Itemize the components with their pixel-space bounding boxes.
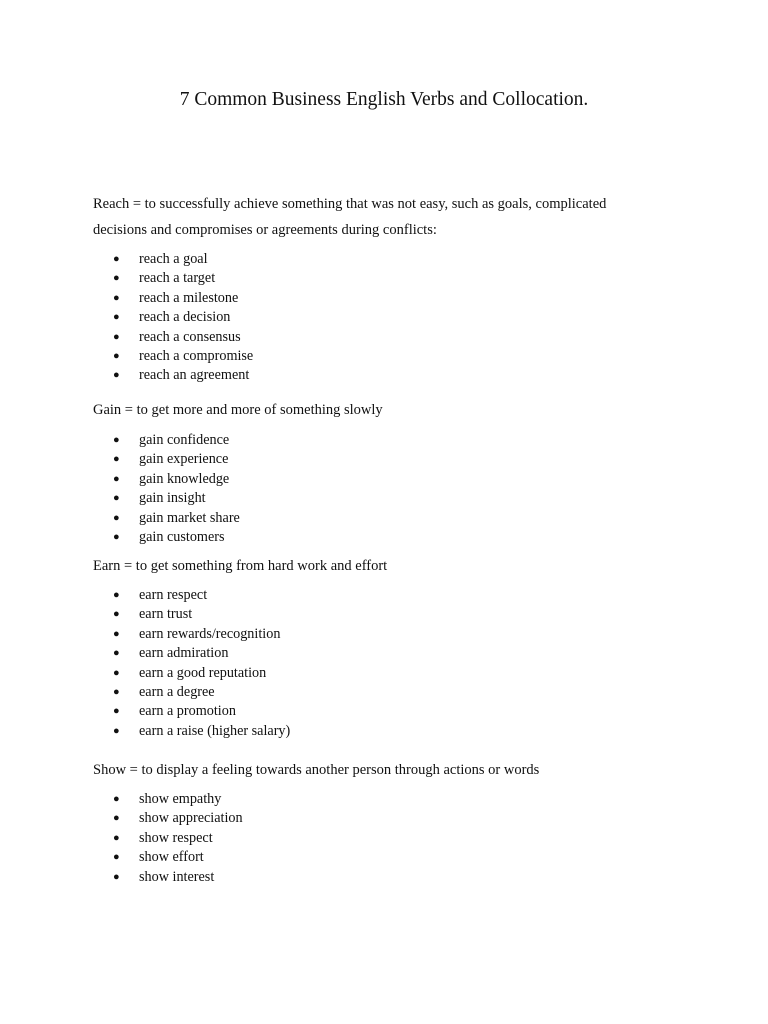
list-item-text: reach an agreement <box>139 367 250 384</box>
section-intro-reach: Reach = to successfully achieve something that was not easy, such as goals, complicated decisions and compromises or agreements during conflicts: <box>93 196 607 238</box>
list-item-text: reach a decision <box>139 309 231 326</box>
list-item-text: earn respect <box>139 587 208 603</box>
list-item-text: reach a consensus <box>139 328 241 345</box>
list-item-text: earn a promotion <box>139 703 236 720</box>
section-intro-earn: Earn = to get something from hard work and effort <box>93 558 388 574</box>
bullet-icon: ● <box>113 666 120 679</box>
list-item-text: show empathy <box>139 791 222 807</box>
list-item-text: earn trust <box>139 606 193 623</box>
bullet-icon: ● <box>113 434 120 446</box>
bullet-icon: ● <box>113 530 120 543</box>
bullet-icon: ● <box>113 793 120 805</box>
bullet-icon: ● <box>113 685 120 698</box>
list-item-text: gain experience <box>139 451 229 468</box>
bullet-icon: ● <box>113 453 120 466</box>
bullet-icon: ● <box>113 311 120 324</box>
bullet-icon: ● <box>113 369 120 382</box>
bullet-icon: ● <box>113 851 120 864</box>
list-item-text: gain confidence <box>139 432 230 448</box>
list-item-text: reach a target <box>139 270 216 287</box>
list-item-text: earn a good reputation <box>139 664 267 681</box>
list-item-text: earn a degree <box>139 683 215 700</box>
bullet-icon: ● <box>113 330 120 343</box>
bullet-icon: ● <box>113 831 120 844</box>
list-item-text: show respect <box>139 829 213 846</box>
list-item-text: reach a goal <box>139 251 208 267</box>
section-intro-show: Show = to display a feeling towards another person through actions or words <box>93 762 540 778</box>
bullet-icon: ● <box>113 511 120 524</box>
list-item-text: show appreciation <box>139 810 243 827</box>
list-item-text: earn a raise (higher salary) <box>139 722 291 739</box>
list-item-text: earn rewards/recognition <box>139 625 281 642</box>
bullet-icon: ● <box>113 272 120 285</box>
bullet-icon: ● <box>113 870 120 883</box>
bullet-icon: ● <box>113 705 120 718</box>
list-item-text: show interest <box>139 868 215 885</box>
bullet-icon: ● <box>113 589 120 601</box>
list-item-text: gain knowledge <box>139 470 230 487</box>
bullet-icon: ● <box>113 291 120 304</box>
list-item-text: show effort <box>139 849 204 866</box>
list-item-text: earn admiration <box>139 645 229 662</box>
list-item-text: reach a compromise <box>139 347 254 364</box>
list-item-text: gain market share <box>139 509 240 526</box>
bullet-icon: ● <box>113 608 120 621</box>
bullet-icon: ● <box>113 724 120 737</box>
bullet-icon: ● <box>113 647 120 660</box>
list-item-text: gain customers <box>139 528 225 545</box>
bullet-icon: ● <box>113 472 120 485</box>
list-item-text: gain insight <box>139 490 206 507</box>
bullet-icon: ● <box>113 492 120 505</box>
list-item-text: reach a milestone <box>139 289 239 306</box>
bullet-icon: ● <box>113 253 120 265</box>
bullet-icon: ● <box>113 627 120 640</box>
bullet-icon: ● <box>113 812 120 825</box>
section-intro-gain: Gain = to get more and more of something slowly <box>93 402 383 418</box>
document-title: 7 Common Business English Verbs and Collocation. <box>179 89 589 110</box>
bullet-icon: ● <box>113 349 120 362</box>
